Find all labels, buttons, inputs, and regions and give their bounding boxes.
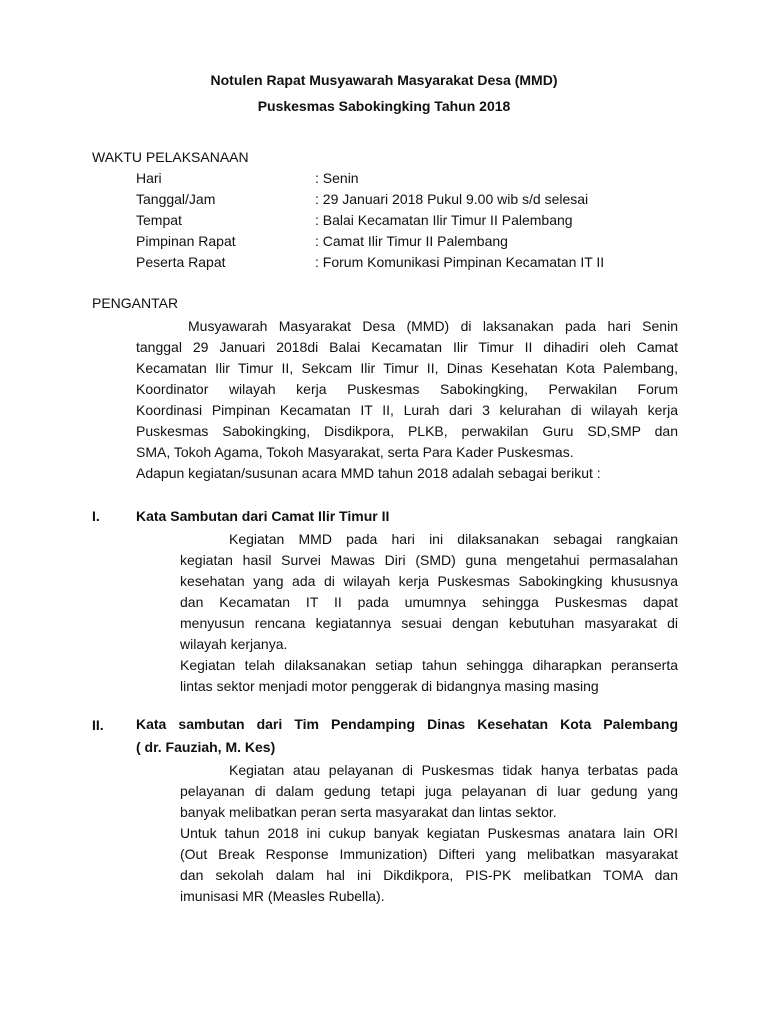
waktu-label-tanggal: Tanggal/Jam	[136, 191, 216, 207]
document-title: Notulen Rapat Musyawarah Masyarakat Desa (MMD)	[210, 72, 558, 88]
section2-line: imunisasi MR (Measles Rubella).	[180, 888, 385, 904]
section1-line: Kegiatan MMD pada hari ini dilaksanakan sebagai rangkaian	[229, 531, 678, 547]
waktu-value-hari: : Senin	[315, 170, 359, 186]
section2-line: banyak melibatkan peran serta masyarakat dan lintas sektor.	[180, 804, 557, 820]
pengantar-line: Koordinator wilayah kerja Puskesmas Sabokingking, Perwakilan Forum	[136, 381, 678, 397]
section2-line: dan sekolah dalam hal ini Dikdikpora, PIS-PK melibatkan TOMA dan	[180, 867, 678, 883]
pengantar-line: tanggal 29 Januari 2018di Balai Kecamatan Ilir Timur II dihadiri oleh Camat	[136, 339, 678, 355]
section2-heading: Kata sambutan dari Tim Pendamping Dinas Kesehatan Kota Palembang	[136, 716, 678, 732]
document-subtitle: Puskesmas Sabokingking Tahun 2018	[257, 98, 511, 114]
section1-line: kegiatan hasil Survei Mawas Diri (SMD) guna mengetahui permasalahan	[180, 552, 678, 568]
pengantar-heading: PENGANTAR	[92, 295, 179, 311]
waktu-label-pimpinan: Pimpinan Rapat	[136, 233, 236, 249]
section2-line: pelayanan di dalam gedung tetapi juga pelayanan di luar gedung yang	[180, 783, 678, 799]
waktu-value-tanggal: : 29 Januari 2018 Pukul 9.00 wib s/d selesai	[315, 191, 589, 207]
pengantar-line: Adapun kegiatan/susunan acara MMD tahun 2018 adalah sebagai berikut :	[136, 465, 601, 481]
pengantar-line: Kecamatan Ilir Timur II, Sekcam Ilir Timur II, Dinas Kesehatan Kota Palembang,	[136, 360, 678, 376]
waktu-label-tempat: Tempat	[136, 212, 182, 228]
waktu-value-tempat: : Balai Kecamatan Ilir Timur II Palembang	[315, 212, 573, 228]
waktu-heading: WAKTU PELAKSANAAN	[92, 149, 249, 165]
section1-line: lintas sektor menjadi motor penggerak di bidangnya masing masing	[180, 678, 599, 694]
section2-line: Kegiatan atau pelayanan di Puskesmas tidak hanya terbatas pada	[229, 762, 678, 778]
waktu-label-hari: Hari	[136, 170, 162, 186]
section1-numeral: I.	[92, 508, 100, 524]
section1-heading: Kata Sambutan dari Camat Ilir Timur II	[136, 508, 390, 524]
section2-line: (Out Break Response Immunization) Difteri yang melibatkan masyarakat	[180, 846, 678, 862]
pengantar-line: SMA, Tokoh Agama, Tokoh Masyarakat, serta Para Kader Puskesmas.	[136, 444, 574, 460]
section1-line: menyusun rencana kegiatannya sesuai dengan kebutuhan masyarakat di	[180, 615, 678, 631]
pengantar-line: Koordinasi Pimpinan Kecamatan IT II, Lurah dari 3 kelurahan di wilayah kerja	[136, 402, 678, 418]
section2-line: Untuk tahun 2018 ini cukup banyak kegiatan Puskesmas anatara lain ORI	[180, 825, 678, 841]
section1-line: wilayah kerjanya.	[180, 636, 288, 652]
waktu-value-pimpinan: : Camat Ilir Timur II Palembang	[315, 233, 508, 249]
waktu-value-peserta: : Forum Komunikasi Pimpinan Kecamatan IT II	[315, 254, 605, 270]
section2-numeral: II.	[92, 717, 104, 733]
section1-line: kesehatan yang ada di wilayah kerja Puskesmas Sabokingking khususnya	[180, 573, 678, 589]
section1-line: Kegiatan telah dilaksanakan setiap tahun sehingga diharapkan peranserta	[180, 657, 678, 673]
section2-heading-sub: ( dr. Fauziah, M. Kes)	[136, 739, 276, 755]
pengantar-line: Musyawarah Masyarakat Desa (MMD) di laksanakan pada hari Senin	[188, 318, 678, 334]
pengantar-line: Puskesmas Sabokingking, Disdikpora, PLKB, perwakilan Guru SD,SMP dan	[136, 423, 678, 439]
section1-line: dan Kecamatan IT II pada umumnya sehingga Puskesmas dapat	[180, 594, 678, 610]
waktu-label-peserta: Peserta Rapat	[136, 254, 226, 270]
